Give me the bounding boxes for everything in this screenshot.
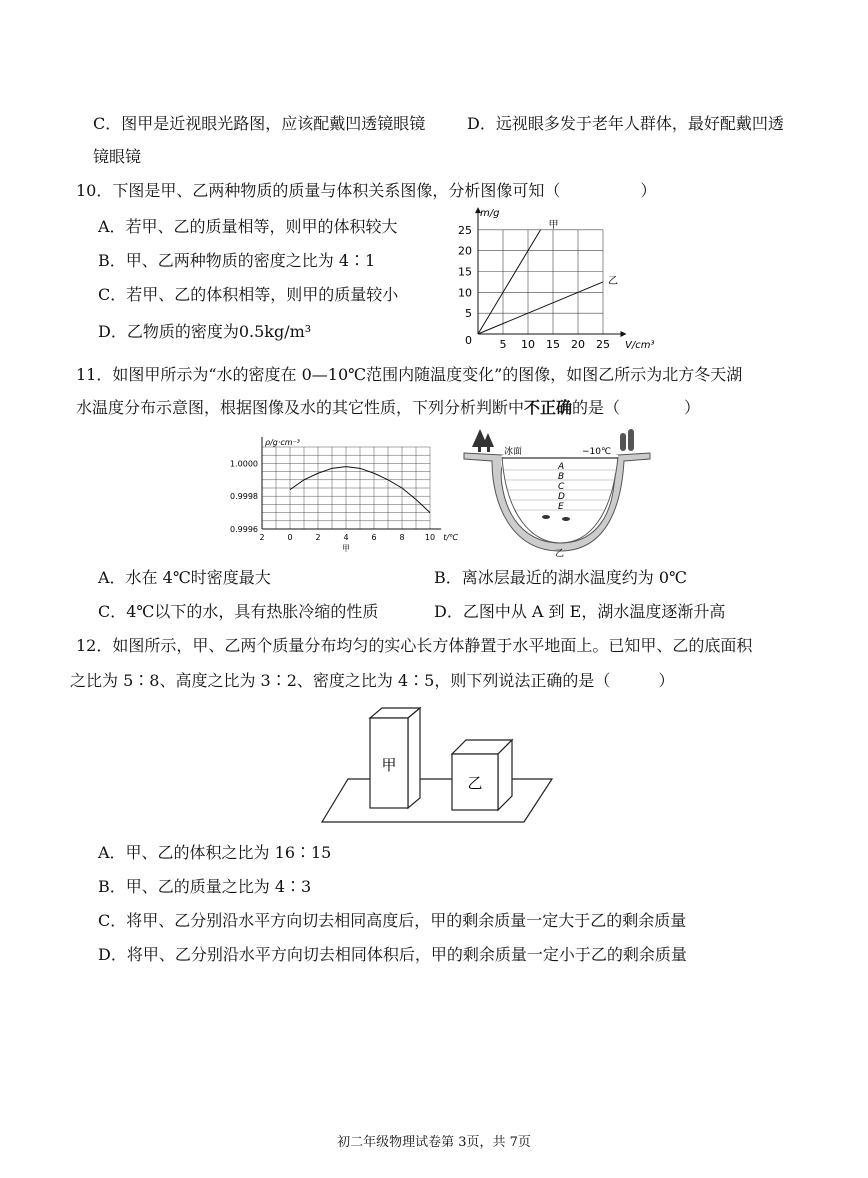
q10-mass-volume-chart xyxy=(450,206,655,356)
y-axis-label: ρ/g·cm⁻³ xyxy=(265,438,301,447)
ice-label: 冰面 xyxy=(504,447,523,457)
origin-label: 0 xyxy=(465,334,472,347)
y-tick-label: 5 xyxy=(465,307,472,321)
q12-option-d: D．将甲、乙分别沿水平方向切去相同体积后，甲的剩余质量一定小于乙的剩余质量 xyxy=(98,945,687,964)
x-axis-label: V/cm³ xyxy=(625,340,655,351)
q11-stem-line2 xyxy=(76,397,700,419)
y-axis-label: m/g xyxy=(480,208,500,219)
tree-right-icon xyxy=(620,429,634,451)
q11-stem-line1: 11．如图甲所示为“水的密度在 0—10℃范围内随温度变化”的图像，如图乙所示为北方冬天湖 xyxy=(76,365,743,384)
q12-option-c: C．将甲、乙分别沿水平方向切去相同高度后，甲的剩余质量一定大于乙的剩余质量 xyxy=(98,911,687,930)
block-jia-label: 甲 xyxy=(381,756,397,774)
q11-stem-emphasis: 不正确 xyxy=(524,398,573,417)
q9-option-c: C．图甲是近视眼光路图，应该配戴凹透镜眼镜 xyxy=(93,114,426,133)
q12-stem-line1: 12．如图所示，甲、乙两个质量分布均匀的实心长方体静置于水平地面上。已知甲、乙的底面积 xyxy=(76,636,753,655)
x-tick-label: 15 xyxy=(546,338,560,351)
layer-b: B xyxy=(558,472,565,482)
q11-option-c: C．4℃以下的水，具有热胀冷缩的性质 xyxy=(98,602,379,621)
y-tick-label: 20 xyxy=(458,244,472,258)
q9-option-d-cont: 镜眼镜 xyxy=(93,147,142,166)
air-temp-label: −10℃ xyxy=(582,447,612,457)
y-tick-label: 15 xyxy=(458,265,472,279)
x-tick-label: 0 xyxy=(287,533,293,542)
q12-option-b: B．甲、乙的质量之比为 4∶3 xyxy=(98,877,312,896)
series-jia-line xyxy=(478,230,541,334)
q11-option-d: D．乙图中从 A 到 E，湖水温度逐渐升高 xyxy=(434,602,726,621)
block-yi xyxy=(452,740,512,810)
x-axis-arrow xyxy=(621,331,627,337)
tree-left-icon xyxy=(472,429,494,452)
ground-plane xyxy=(322,779,552,822)
q10-option-c: C．若甲、乙的体积相等，则甲的质量较小 xyxy=(98,285,399,304)
y-tick-label: 1.0000 xyxy=(230,459,258,469)
q9-option-d: D．远视眼多发于老年人群体，最好配戴凹透 xyxy=(467,114,784,133)
page-footer: 初二年级物理试卷第 3页，共 7页 xyxy=(337,1135,531,1150)
layer-c: C xyxy=(558,482,565,492)
q11-stem-line2-post: 的是（ ） xyxy=(572,398,701,417)
lake-caption: 乙 xyxy=(555,549,565,559)
q10-option-b: B．甲、乙两种物质的密度之比为 4∶1 xyxy=(98,251,376,270)
q10-option-d: D．乙物质的密度为0.5kg/m³ xyxy=(98,322,312,341)
x-tick-label: 8 xyxy=(399,533,405,542)
x-tick-label: 10 xyxy=(424,533,436,542)
x-tick-label: 4 xyxy=(343,533,349,542)
x-axis-label: t/℃ xyxy=(443,533,459,542)
block-jia xyxy=(370,708,420,808)
y-tick-label: 0.9998 xyxy=(230,492,258,502)
x-tick-label: 6 xyxy=(371,533,377,542)
q12-option-a: A．甲、乙的体积之比为 16∶15 xyxy=(98,843,332,862)
q10-stem: 10．下图是甲、乙两种物质的质量与体积关系图像，分析图像可知（ ） xyxy=(76,181,657,200)
q11-option-a: A．水在 4℃时密度最大 xyxy=(98,568,271,587)
y-tick-label: 0.9996 xyxy=(230,525,258,534)
layer-a: A xyxy=(558,462,565,472)
q11-option-b: B．离冰层最近的湖水温度约为 0℃ xyxy=(434,568,687,587)
series-yi-label: 乙 xyxy=(608,275,618,287)
x-tick-label: 5 xyxy=(499,338,507,351)
x-tick-label: 25 xyxy=(596,338,610,351)
q11-lake-diagram xyxy=(462,425,652,560)
q12-stem-line2: 之比为 5∶8、高度之比为 3∶2、密度之比为 4∶5，则下列说法正确的是（ ） xyxy=(70,671,675,690)
layer-d: D xyxy=(558,492,565,502)
q11-density-temperature-chart xyxy=(222,433,459,563)
x-tick-label: 20 xyxy=(571,338,585,351)
q12-blocks-diagram xyxy=(318,704,558,834)
layer-e: E xyxy=(558,502,564,512)
y-tick-label: 10 xyxy=(458,286,472,300)
series-yi-line xyxy=(478,282,603,334)
q10-option-a: A．若甲、乙的质量相等，则甲的体积较大 xyxy=(98,217,398,236)
y-tick-label: 25 xyxy=(458,223,472,237)
q11-stem-line2-pre: 水温度分布示意图，根据图像及水的其它性质，下列分析判断中 xyxy=(76,398,525,417)
x-tick-label: 2 xyxy=(315,533,321,542)
series-jia-label: 甲 xyxy=(548,219,559,231)
block-yi-label: 乙 xyxy=(467,774,483,792)
chart-caption: 甲 xyxy=(342,544,350,553)
x-tick-label: 2 xyxy=(259,533,265,542)
x-tick-label: 10 xyxy=(521,338,535,351)
